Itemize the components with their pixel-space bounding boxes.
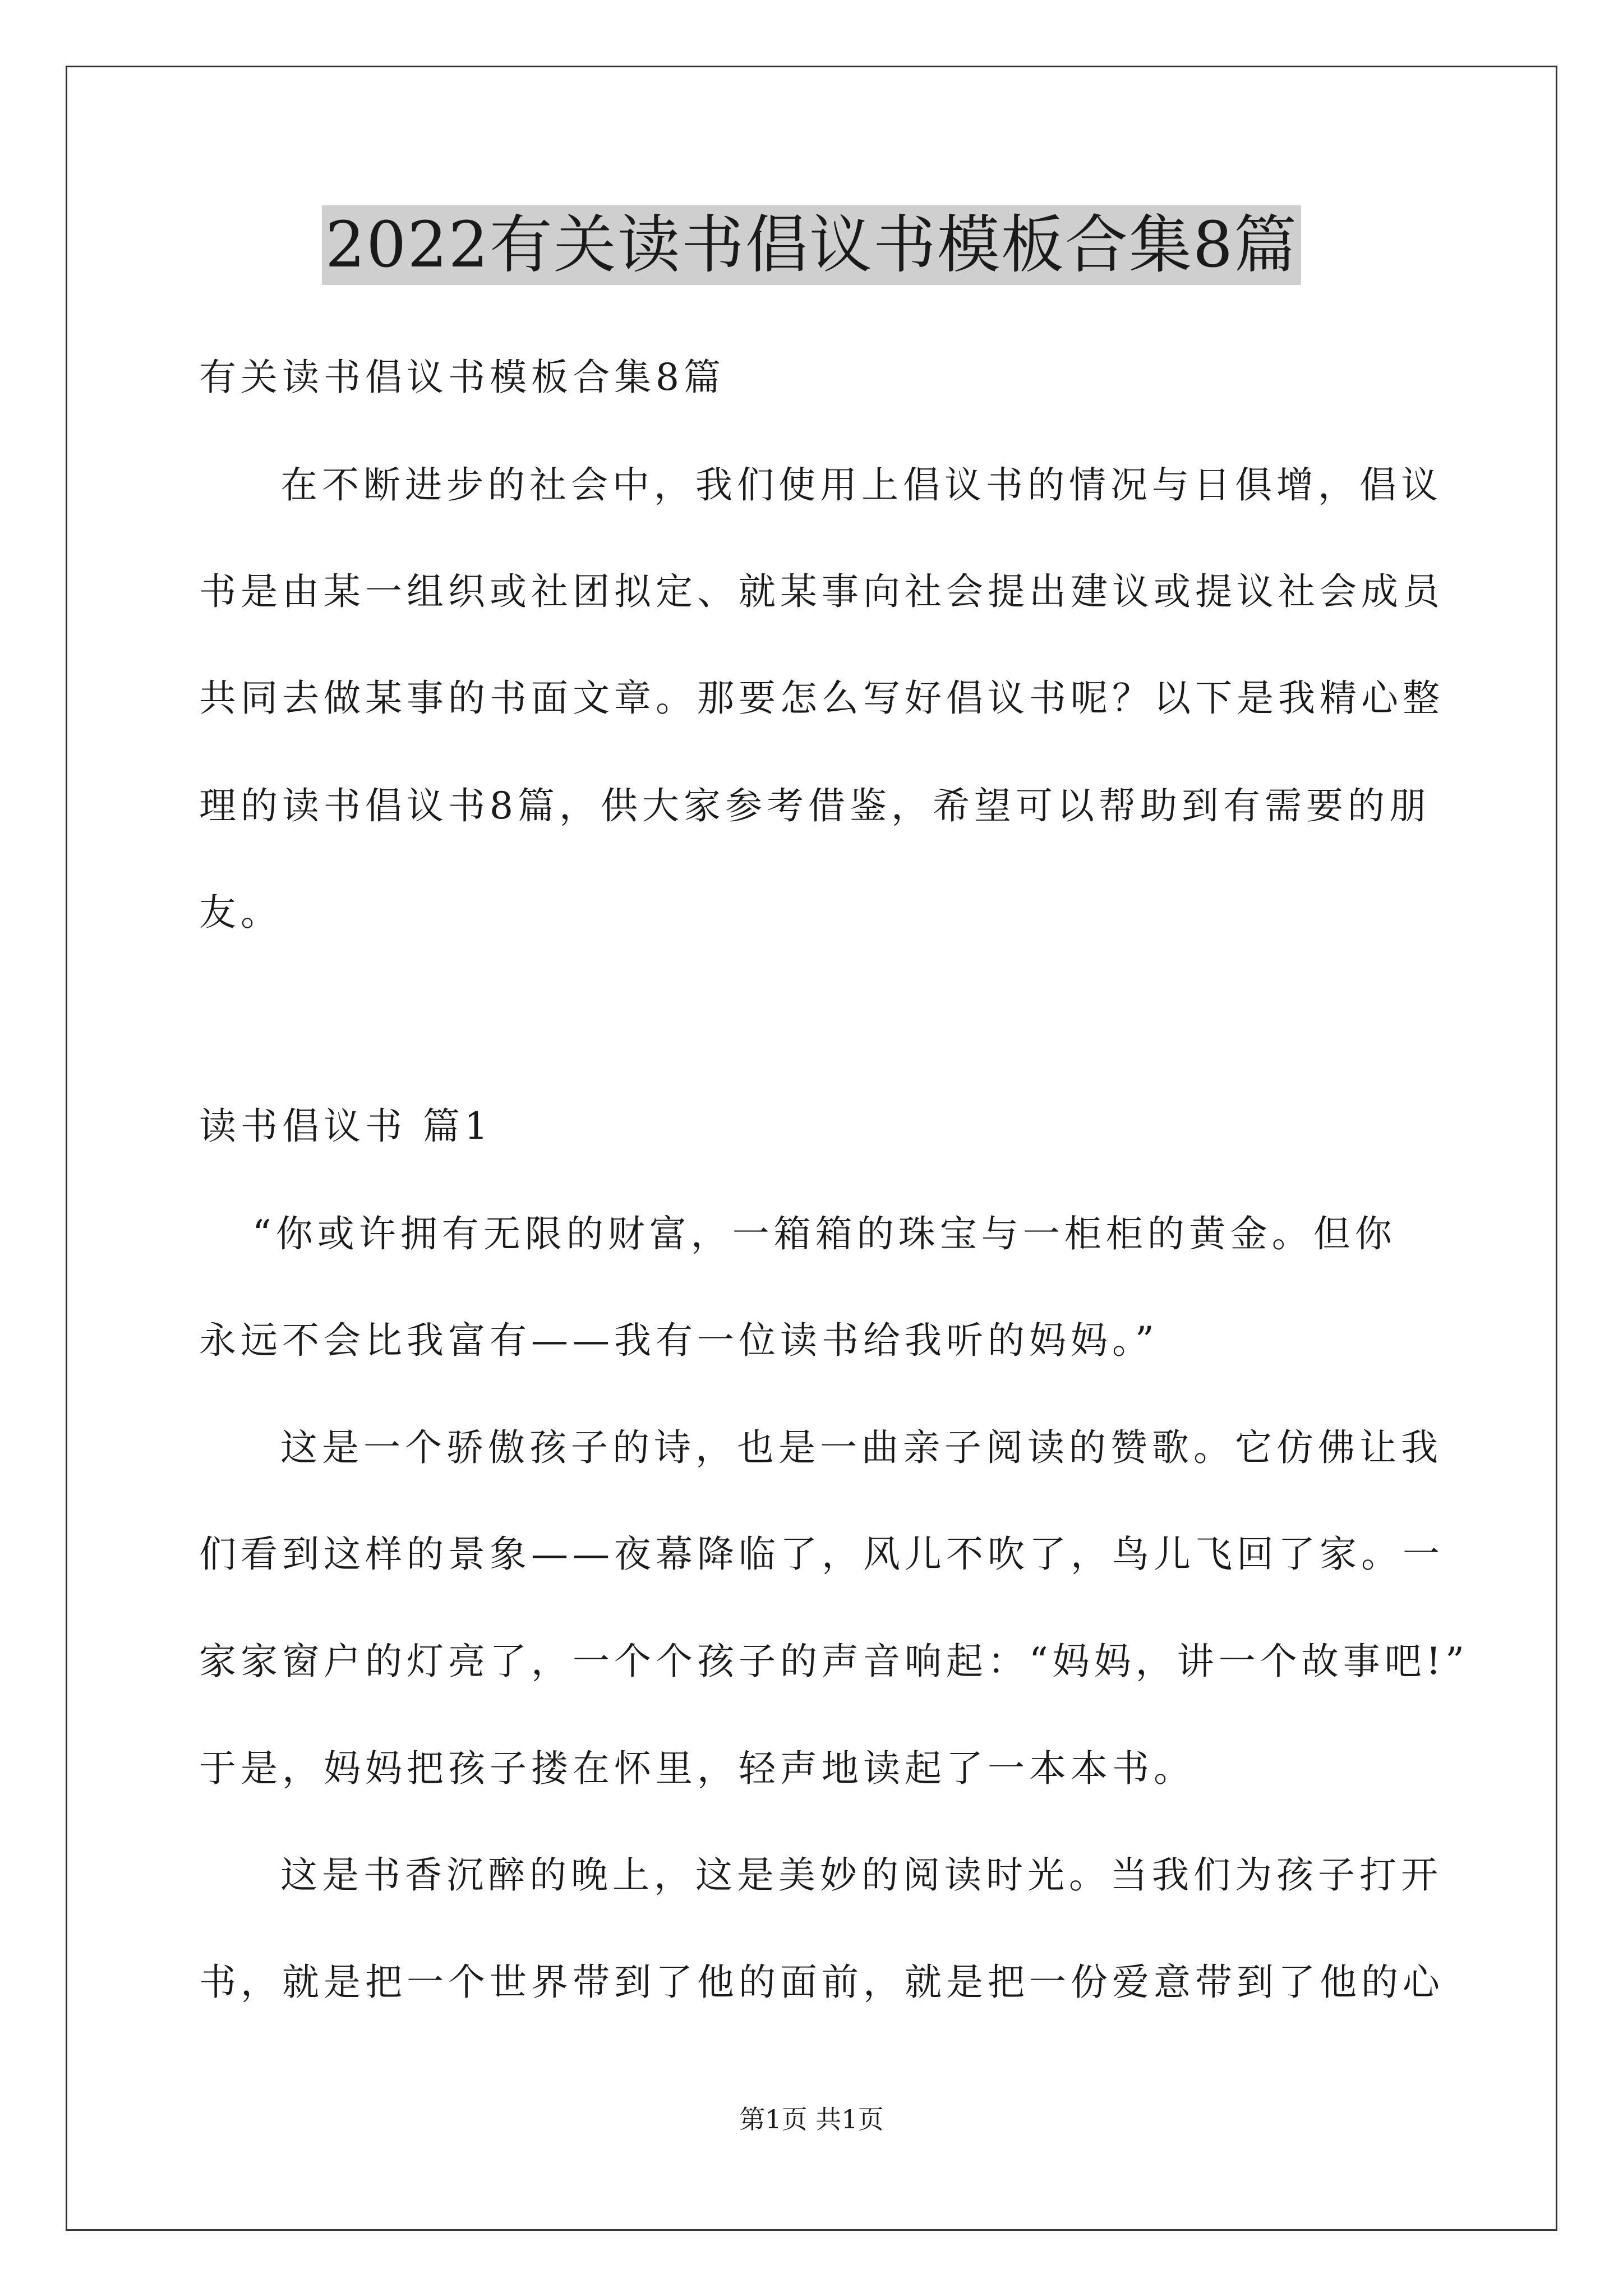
paragraph-line: 永远不会比我富有——我有一位读书给我听的妈妈。” xyxy=(199,1319,1159,1362)
page-footer: 第1页 共1页 xyxy=(739,2104,884,2134)
paragraph-line: 共同去做某事的书面文章。那要怎么写好倡议书呢？以下是我精心整 xyxy=(199,677,1444,720)
subtitle-line: 有关读书倡议书模板合集8篇 xyxy=(199,356,725,399)
document-title-text: 2022有关读书倡议书模板合集8篇 xyxy=(322,205,1301,285)
paragraph-line: “你或许拥有无限的财富，一箱箱的珠宝与一柜柜的黄金。但你 xyxy=(252,1212,1396,1255)
paragraph-line: 在不断进步的社会中，我们使用上倡议书的情况与日俱增，倡议 xyxy=(280,463,1442,507)
document-title xyxy=(0,203,1623,287)
paragraph-line: 书是由某一组织或社团拟定、就某事向社会提出建议或提议社会成员 xyxy=(199,570,1444,613)
section-heading: 读书倡议书 篇1 xyxy=(199,1105,492,1148)
paragraph-line: 理的读书倡议书8篇，供大家参考借鉴，希望可以帮助到有需要的朋 xyxy=(199,784,1431,827)
paragraph-line: 书，就是把一个世界带到了他的面前，就是把一份爱意带到了他的心 xyxy=(199,1961,1444,2004)
paragraph-line: 家家窗户的灯亮了，一个个孩子的声音响起：“妈妈，讲一个故事吧!” xyxy=(199,1640,1469,1683)
paragraph-line: 友。 xyxy=(199,891,282,934)
paragraph-line: 们看到这样的景象——夜幕降临了，风儿不吹了，鸟儿飞回了家。一 xyxy=(199,1533,1444,1576)
paragraph-line: 这是书香沉醉的晚上，这是美妙的阅读时光。当我们为孩子打开 xyxy=(280,1853,1442,1897)
paragraph-line: 于是，妈妈把孩子搂在怀里，轻声地读起了一本本书。 xyxy=(199,1747,1195,1790)
paragraph-line: 这是一个骄傲孩子的诗，也是一曲亲子阅读的赞歌。它仿佛让我 xyxy=(280,1426,1442,1469)
